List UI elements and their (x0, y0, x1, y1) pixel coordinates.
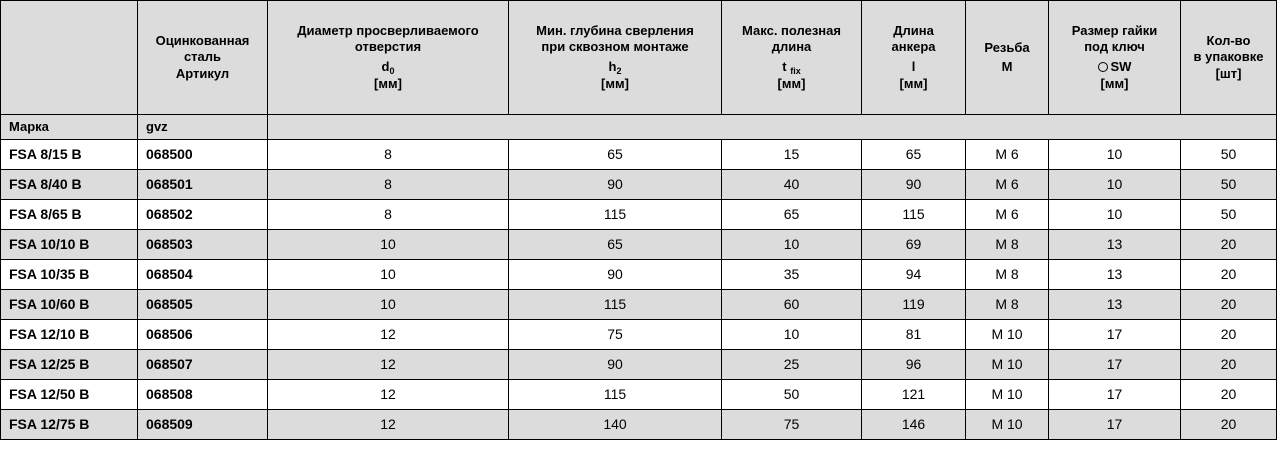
cell-sw: 17 (1049, 320, 1181, 350)
subheader-row (1, 115, 1277, 140)
cell-tfix: 10 (722, 230, 862, 260)
cell-length: 65 (862, 140, 966, 170)
cell-h2: 140 (509, 410, 722, 440)
subheader-blank (268, 115, 1277, 140)
cell-tfix: 10 (722, 320, 862, 350)
column-header-thread: Резьба M (966, 1, 1049, 115)
cell-length: 115 (862, 200, 966, 230)
cell-length: 94 (862, 260, 966, 290)
cell-marka: FSA 8/15 B (1, 140, 138, 170)
cell-d0: 12 (268, 320, 509, 350)
cell-article: 068504 (138, 260, 268, 290)
subheader-gvz: gvz (138, 115, 268, 140)
header-row (1, 1, 1277, 115)
cell-d0: 10 (268, 290, 509, 320)
cell-marka: FSA 12/10 B (1, 320, 138, 350)
table-body (1, 115, 1277, 440)
cell-article: 068503 (138, 230, 268, 260)
cell-sw: 17 (1049, 410, 1181, 440)
table-row (1, 260, 1277, 290)
cell-thread: M 6 (966, 140, 1049, 170)
cell-qty: 50 (1181, 140, 1277, 170)
cell-qty: 20 (1181, 290, 1277, 320)
symbol-tfix: t $_{fix}$ (782, 58, 801, 76)
column-header-package-quantity: Кол-во в упаковке [шт] (1181, 1, 1277, 115)
cell-thread: M 10 (966, 380, 1049, 410)
cell-d0: 8 (268, 200, 509, 230)
cell-article: 068508 (138, 380, 268, 410)
cell-qty: 20 (1181, 410, 1277, 440)
cell-tfix: 50 (722, 380, 862, 410)
cell-d0: 12 (268, 380, 509, 410)
cell-sw: 17 (1049, 380, 1181, 410)
symbol-h2: $h_2$ (608, 58, 622, 76)
cell-sw: 10 (1049, 140, 1181, 170)
cell-sw: 10 (1049, 170, 1181, 200)
cell-marka: FSA 10/35 B (1, 260, 138, 290)
cell-qty: 50 (1181, 200, 1277, 230)
symbol-sw: SW (1049, 59, 1180, 75)
cell-qty: 20 (1181, 380, 1277, 410)
column-header-anchor-length: Длина анкера l [мм] (862, 1, 966, 115)
cell-article: 068501 (138, 170, 268, 200)
cell-article: 068506 (138, 320, 268, 350)
cell-tfix: 15 (722, 140, 862, 170)
cell-h2: 115 (509, 200, 722, 230)
cell-length: 81 (862, 320, 966, 350)
cell-thread: M 8 (966, 260, 1049, 290)
cell-qty: 20 (1181, 350, 1277, 380)
cell-d0: 10 (268, 260, 509, 290)
cell-sw: 13 (1049, 290, 1181, 320)
cell-sw: 10 (1049, 200, 1181, 230)
cell-length: 96 (862, 350, 966, 380)
cell-article: 068502 (138, 200, 268, 230)
cell-tfix: 40 (722, 170, 862, 200)
cell-d0: 12 (268, 350, 509, 380)
cell-qty: 20 (1181, 320, 1277, 350)
cell-thread: M 10 (966, 350, 1049, 380)
column-header-marka (1, 1, 138, 115)
cell-qty: 20 (1181, 230, 1277, 260)
cell-article: 068505 (138, 290, 268, 320)
cell-marka: FSA 12/50 B (1, 380, 138, 410)
cell-length: 69 (862, 230, 966, 260)
cell-marka: FSA 8/40 B (1, 170, 138, 200)
cell-length: 119 (862, 290, 966, 320)
subheader-marka: Марка (1, 115, 138, 140)
cell-tfix: 25 (722, 350, 862, 380)
table-row (1, 200, 1277, 230)
cell-tfix: 75 (722, 410, 862, 440)
cell-thread: M 10 (966, 410, 1049, 440)
table-row (1, 410, 1277, 440)
cell-h2: 90 (509, 260, 722, 290)
table-row (1, 230, 1277, 260)
cell-article: 068507 (138, 350, 268, 380)
table-row (1, 350, 1277, 380)
cell-h2: 115 (509, 290, 722, 320)
cell-d0: 8 (268, 170, 509, 200)
cell-marka: FSA 10/10 B (1, 230, 138, 260)
cell-thread: M 10 (966, 320, 1049, 350)
column-header-drill-diameter: Диаметр просверливаемого отверстия $d_0$ [мм] (268, 1, 509, 115)
cell-thread: M 8 (966, 230, 1049, 260)
table-header (1, 1, 1277, 115)
cell-length: 90 (862, 170, 966, 200)
cell-tfix: 60 (722, 290, 862, 320)
cell-length: 146 (862, 410, 966, 440)
circle-icon (1098, 62, 1108, 72)
cell-tfix: 35 (722, 260, 862, 290)
cell-marka: FSA 10/60 B (1, 290, 138, 320)
cell-length: 121 (862, 380, 966, 410)
table-row (1, 170, 1277, 200)
column-header-max-fixture-thickness: Макс. полезная длина t $_{fix}$ [мм] (722, 1, 862, 115)
column-header-nut-wrench-size: Размер гайки под ключ SW [мм] (1049, 1, 1181, 115)
cell-d0: 8 (268, 140, 509, 170)
cell-qty: 50 (1181, 170, 1277, 200)
symbol-d0: $d_0$ (381, 58, 395, 76)
cell-h2: 90 (509, 170, 722, 200)
table-row (1, 140, 1277, 170)
cell-marka: FSA 8/65 B (1, 200, 138, 230)
cell-h2: 65 (509, 140, 722, 170)
table-row (1, 290, 1277, 320)
cell-h2: 75 (509, 320, 722, 350)
cell-h2: 65 (509, 230, 722, 260)
cell-h2: 115 (509, 380, 722, 410)
cell-thread: M 6 (966, 170, 1049, 200)
cell-thread: M 6 (966, 200, 1049, 230)
cell-tfix: 65 (722, 200, 862, 230)
column-header-min-drill-depth: Мин. глубина сверления при сквозном монтаже $h_2$ [мм] (509, 1, 722, 115)
cell-qty: 20 (1181, 260, 1277, 290)
cell-h2: 90 (509, 350, 722, 380)
cell-d0: 10 (268, 230, 509, 260)
cell-marka: FSA 12/25 B (1, 350, 138, 380)
cell-sw: 13 (1049, 230, 1181, 260)
cell-sw: 17 (1049, 350, 1181, 380)
cell-article: 068509 (138, 410, 268, 440)
cell-article: 068500 (138, 140, 268, 170)
cell-marka: FSA 12/75 B (1, 410, 138, 440)
column-header-article: Оцинкованная сталь Артикул (138, 1, 268, 115)
cell-d0: 12 (268, 410, 509, 440)
table-row (1, 320, 1277, 350)
cell-sw: 13 (1049, 260, 1181, 290)
table-row (1, 380, 1277, 410)
cell-thread: M 8 (966, 290, 1049, 320)
